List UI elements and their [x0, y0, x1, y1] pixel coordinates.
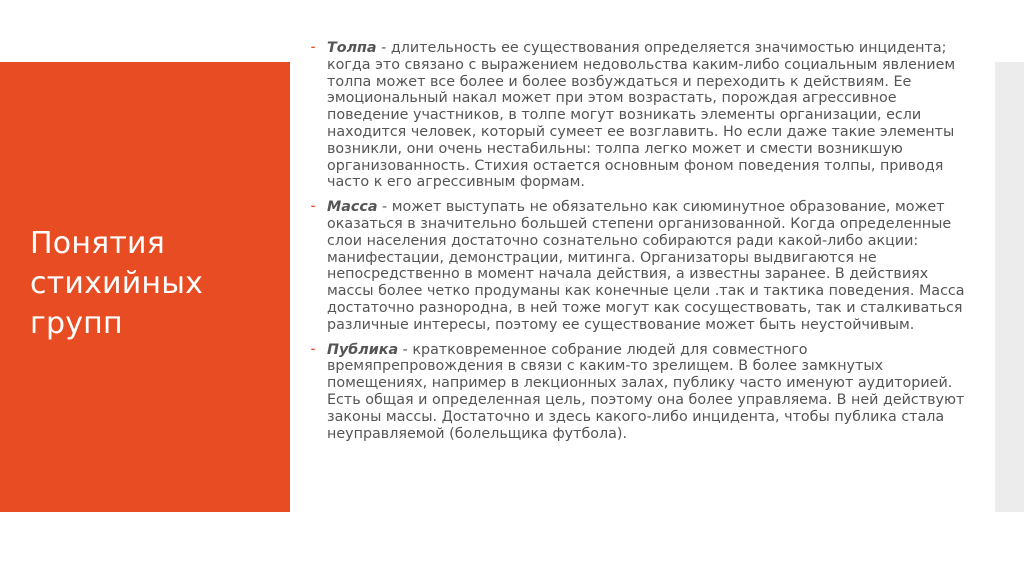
term-public: Публика	[327, 341, 399, 358]
list-item-crowd	[310, 40, 970, 191]
list-item-mass	[310, 199, 970, 333]
text-mass: - может выступать не обязательно как сиюминутное образование, может оказаться в значительно большей степени организованной. Когда определенные слои населения достаточно сознательно собираются ради какой-либо акции: манифестации, демонстрации, митинга. Организаторы выдвигаются не непосредственно в момент начала действия, а известны заранее. В действиях массы более четко продуманы как конечные цели .так и тактика поведения. Масса достаточно разнородна, в ней тоже могут как сосуществовать, так и сталкиваться различные интересы, поэтому ее существование может быть неустойчивым.	[327, 199, 965, 333]
term-crowd: Толпа	[327, 40, 377, 56]
list-item-public	[310, 342, 970, 443]
text-public: - кратковременное собрание людей для совместного времяпрепровождения в связи с каким-то зрелищем. В более замкнутых помещениях, например в лекционных залах, публику часто именуют аудиторией. Есть общая и определенная цель, поэтому она более управляема. В ней действуют законы массы. Достаточно и здесь какого-либо инцидента, чтобы публика стала неуправляемой (болельщика футбола).	[327, 341, 965, 442]
side-bar	[995, 62, 1024, 512]
slide-title: Понятия стихийных групп	[30, 226, 204, 341]
term-mass: Масса	[327, 199, 378, 216]
bullet-icon: ⁃	[310, 41, 316, 55]
bullet-icon: ⁃	[310, 200, 316, 215]
bullet-icon: ⁃	[310, 342, 316, 357]
text-crowd: - длительность ее существования определяется значимостью инцидента; когда это связано с выражением недовольства каким-либо социальным явлением толпа может все более и более возбуждаться и переходить к действиям. Ее эмоциональный накал может при этом возрастать, порождая агрессивное поведение участников, в толпе могут возникать элементы организации, если находится человек, который сумеет ее возглавить. Но если даже такие элементы возникли, они очень нестабильны: толпа легко может и смести возникшую организованность. Стихия остается основным фоном поведения толпы, приводя часто к его агрессивным формам.	[327, 40, 956, 191]
slide-content	[310, 40, 970, 450]
